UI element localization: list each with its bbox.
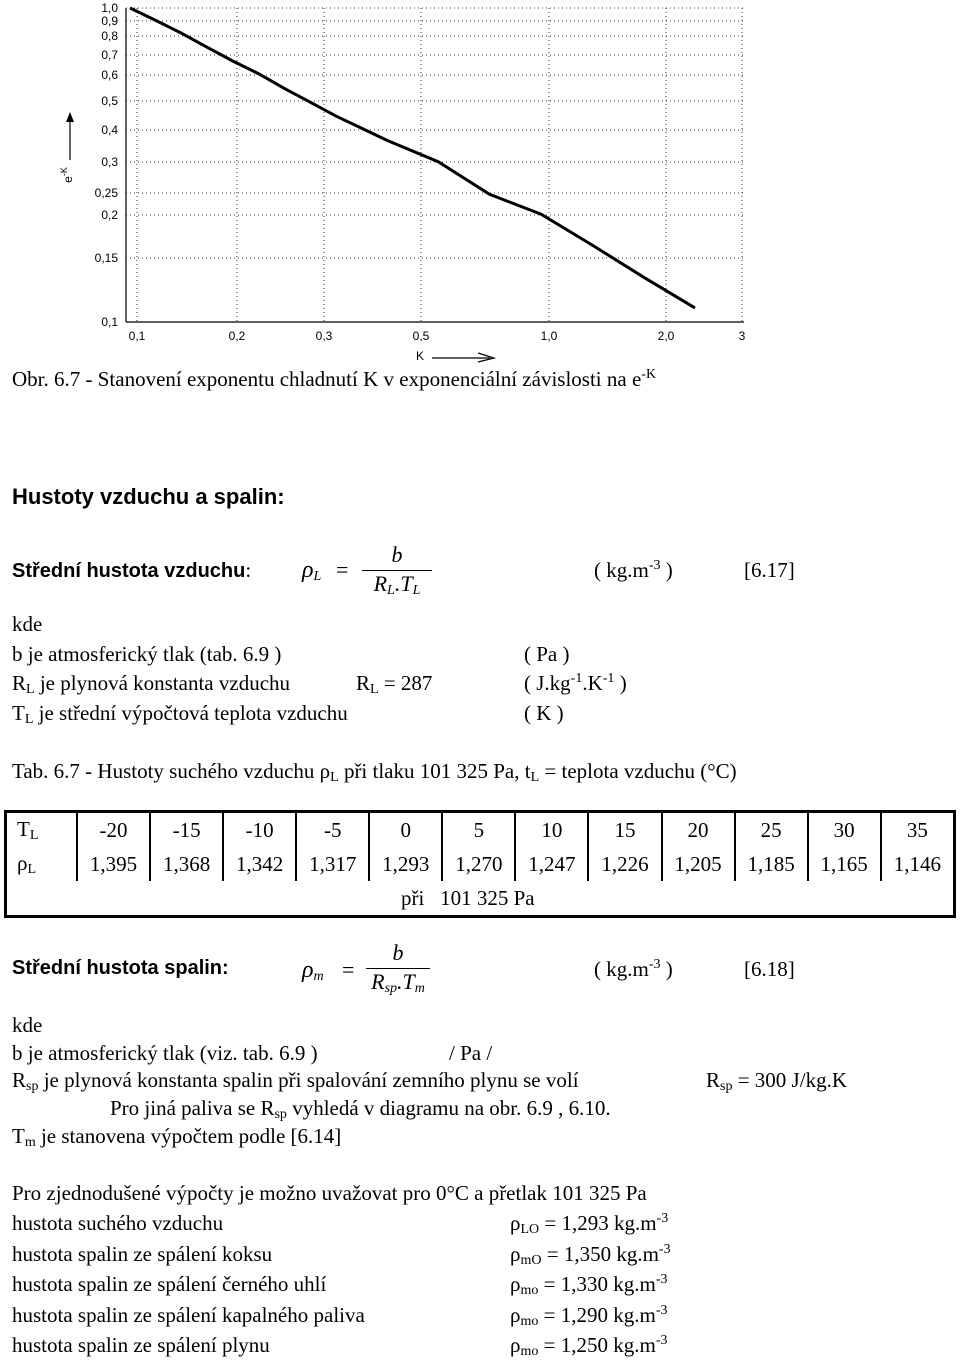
section-heading: Hustoty vzduchu a spalin:: [12, 484, 285, 509]
x-axis-label-group: [416, 349, 494, 363]
density-header: $\rho_L$: [6, 847, 78, 881]
air-density-numerator: b: [391, 542, 403, 567]
air-density-denominator: $R_L.T_L$: [373, 571, 421, 598]
x-tick-label: 1,0: [540, 329, 558, 343]
x-tick-label: 0,1: [128, 329, 146, 343]
air-density-label: Střední hustota vzduchu:: [12, 558, 252, 582]
temperature-cell: 5: [442, 812, 515, 848]
temperature-row: [6, 812, 955, 848]
air-density-equals: =: [336, 557, 349, 582]
air-density-ref: [6.17]: [744, 558, 795, 582]
temperature-cell: -5: [296, 812, 369, 848]
x-axis-label: K: [416, 349, 425, 363]
flue-b-unit: / Pa /: [449, 1041, 493, 1065]
flue-r-definition: $R_{sp}$ je plynová konstanta spalin při spalování zemního plynu se volí: [12, 1068, 579, 1094]
simplified-label: hustota spalin ze spálení kapalného paliva: [12, 1302, 365, 1327]
simplified-label: hustota spalin ze spálení černého uhlí: [12, 1272, 327, 1296]
density-cell: 1,368: [150, 847, 223, 881]
flue-kde: kde: [12, 1013, 43, 1037]
air-b-definition: b je atmosferický tlak (tab. 6.9 ): [12, 642, 282, 666]
air-density-table: [4, 810, 956, 918]
flue-density-numerator: b: [392, 940, 404, 965]
flue-density-label: Střední hustota spalin:: [12, 957, 229, 979]
x-tick-label: 0,5: [412, 329, 430, 343]
flue-density-symbol: $\rho_m$: [302, 957, 324, 984]
temperature-cell: 0: [369, 812, 442, 848]
y-tick-label: 0,9: [101, 14, 118, 28]
temperature-header: $T_L$: [6, 812, 78, 848]
y-tick-label: 0,8: [101, 29, 118, 43]
temperature-cell: -15: [150, 812, 223, 848]
table-footer: při 101 325 Pa: [401, 885, 535, 910]
simplified-value: $\rho_{mO} = 1,350$ $kg.m^{-3}$: [510, 1241, 671, 1268]
y-tick-label: 0,1: [101, 315, 118, 329]
flue-density-fraction: [366, 942, 430, 1002]
density-cell: 1,270: [442, 847, 515, 881]
simplified-label: hustota spalin ze spálení koksu: [12, 1241, 273, 1266]
y-tick-label: 0,5: [101, 94, 118, 108]
flue-r-value: $R_{sp} = 300$ J/kg.K: [706, 1068, 847, 1094]
air-density-fraction: [362, 544, 432, 604]
flue-b-definition: b je atmosferický tlak (viz. tab. 6.9 ): [12, 1041, 318, 1065]
temperature-cell: 30: [808, 812, 881, 848]
x-tick-label: 0,3: [315, 329, 333, 343]
y-tick-label: 0,2: [101, 208, 118, 222]
y-tick-label: 1,0: [101, 1, 118, 15]
x-tick-label: 2,0: [657, 329, 675, 343]
air-density-unit: ( $kg.m^{-3}$ ): [594, 558, 673, 582]
flue-density-unit: ( $kg.m^{-3}$ ): [594, 957, 673, 981]
temperature-cell: -10: [223, 812, 296, 848]
air-t-unit: ( K ): [524, 701, 564, 725]
temperature-cell: 15: [588, 812, 661, 848]
density-cell: 1,395: [77, 847, 150, 881]
temperature-cell: -20: [77, 812, 150, 848]
temperature-cell: 35: [906, 817, 928, 842]
simplified-intro: Pro zjednodušené výpočty je možno uvažovat pro 0°C a přetlak 101 325 Pa: [12, 1181, 647, 1205]
density-cell: 1,226: [588, 847, 661, 881]
x-tick-labels: [129, 329, 746, 343]
density-cell: 1,146: [893, 851, 941, 876]
y-axis-label: $e^{-K}$: [59, 167, 75, 183]
simplified-value: $\rho_{mo} = 1,290$ $kg.m^{-3}$: [510, 1302, 668, 1329]
density-cell: 1,317: [296, 847, 369, 881]
simplified-label: hustota spalin ze spálení plynu: [12, 1333, 270, 1357]
simplified-value: $\rho_{mo} = 1,330$ $kg.m^{-3}$: [510, 1272, 668, 1298]
flue-other-fuels: Pro jiná paliva se $R_{sp}$ vyhledá v diagramu na obr. 6.9 , 6.10.: [110, 1096, 611, 1122]
flue-t-definition: $T_m$ je stanovena výpočtem podle [6.14]: [12, 1124, 342, 1150]
air-r-unit: ( $J.kg^{-1}.K^{-1}$ ): [524, 671, 627, 695]
flue-density-denominator: $R_{sp}.T_m$: [371, 969, 425, 996]
x-tick-label: 0,2: [228, 329, 246, 343]
air-density-symbol: $\rho_L$: [302, 557, 322, 584]
y-tick-label: 0,25: [94, 186, 118, 200]
air-kde: kde: [12, 612, 43, 636]
density-cell: 1,247: [515, 847, 588, 881]
density-cell: 1,293: [369, 847, 442, 881]
density-cell: 1,205: [662, 847, 735, 881]
figure-caption: [12, 367, 656, 392]
figure-caption-text: Obr. 6.7 - Stanovení exponentu chladnutí K v exponenciální závislosti na e: [12, 367, 642, 391]
air-b-unit: ( Pa ): [524, 642, 570, 666]
y-tick-label: 0,3: [101, 155, 118, 169]
y-tick-label: 0,15: [94, 251, 118, 265]
y-tick-label: 0,6: [101, 68, 118, 82]
y-axis-label-group: [59, 112, 75, 183]
simplified-value: $\rho_{mo} = 1,250$ $kg.m^{-3}$: [510, 1333, 668, 1359]
y-tick-label: 0,4: [101, 123, 118, 137]
air-t-definition: $T_L$ je střední výpočtová teplota vzduchu: [12, 701, 348, 727]
table-footer-row: [6, 881, 955, 917]
air-r-definition: $R_L$ je plynová konstanta vzduchu: [12, 671, 291, 697]
cooling-exponent-chart: [0, 0, 760, 368]
y-tick-labels: [95, 1, 119, 329]
simplified-value: $\rho_{LO} = 1,293$ $kg.m^{-3}$: [510, 1211, 669, 1237]
density-cell: 1,185: [735, 847, 808, 881]
figure-caption-sup: -K: [641, 367, 657, 382]
flue-density-ref: [6.18]: [744, 957, 795, 981]
e-minus-k-curve: [130, 8, 695, 308]
simplified-label: hustota suchého vzduchu: [12, 1211, 224, 1235]
density-cell: 1,342: [223, 847, 296, 881]
flue-density-equals: =: [342, 957, 355, 982]
density-cell: 1,165: [808, 847, 881, 881]
air-r-value: $R_L = 287$: [356, 671, 433, 697]
temperature-cell: 25: [735, 812, 808, 848]
temperature-cell: 20: [662, 812, 735, 848]
table-caption: Tab. 6.7 - Hustoty suchého vzduchu $\rho_L$ při tlaku 101 325 Pa, $t_L$ = teplota vzduchu (°C): [12, 759, 737, 785]
density-row: [6, 847, 955, 881]
temperature-cell: 10: [515, 812, 588, 848]
x-tick-label: 3: [738, 329, 746, 343]
y-tick-label: 0,7: [101, 48, 118, 62]
